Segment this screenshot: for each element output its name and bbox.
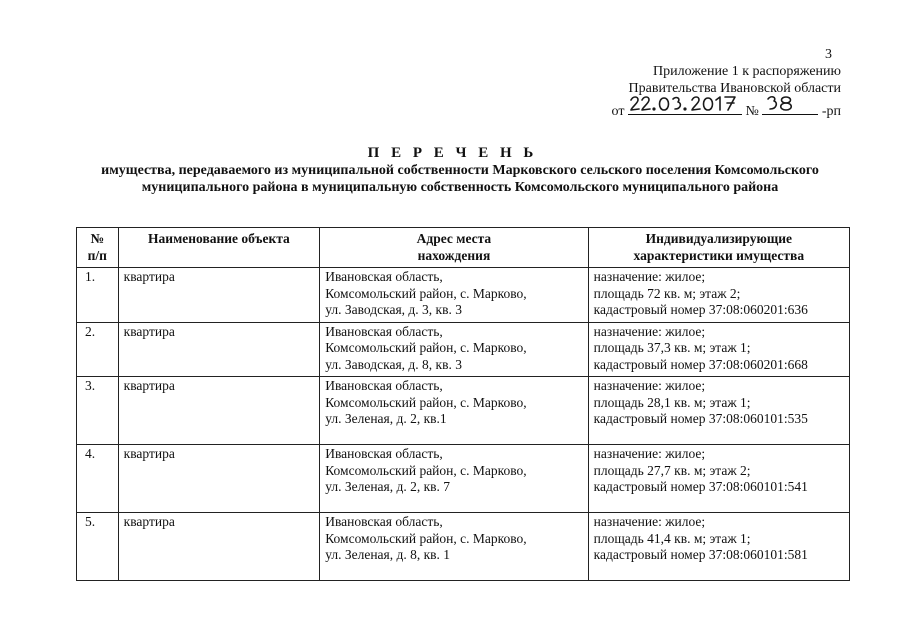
object-address — [320, 513, 588, 581]
object-address — [320, 377, 588, 445]
characteristic-line: кадастровый номер 37:08:060101:581 — [593, 547, 808, 562]
address-line: Комсомольский район, с. Марково, — [325, 462, 527, 478]
subtitle-line-1: имущества, передаваемого из муниципальной собственности Марковского сельского поселения Комсомольского — [101, 163, 819, 178]
order-date-field — [628, 97, 742, 115]
address-line: Комсомольский район, с. Марково, — [325, 285, 527, 301]
address-line: ул. Зеленая, д. 8, кв. 1 — [325, 547, 451, 562]
object-name: квартира — [118, 513, 320, 581]
object-characteristics — [588, 322, 849, 377]
address-line: Ивановская область, — [325, 514, 443, 529]
order-line — [541, 97, 841, 120]
header-name-label: Наименование объекта — [148, 231, 290, 246]
order-number-field — [762, 97, 818, 115]
header-characteristics — [588, 228, 849, 268]
characteristic-line: кадастровый номер 37:08:060201:636 — [593, 302, 808, 317]
header-num-line-1: № — [90, 231, 105, 246]
address-line: Ивановская область, — [325, 269, 443, 284]
characteristic-line: площадь 72 кв. м; этаж 2; — [593, 285, 741, 301]
table-row — [77, 377, 850, 445]
table-row — [77, 322, 850, 377]
appendix-line-1: Приложение 1 к распоряжению — [653, 64, 841, 79]
document-subtitle — [60, 162, 860, 196]
object-address — [320, 445, 588, 513]
property-table — [76, 227, 850, 581]
table-row — [77, 268, 850, 323]
page-number: 3 — [825, 47, 832, 62]
object-characteristics — [588, 513, 849, 581]
characteristic-line: площадь 27,7 кв. м; этаж 2; — [593, 462, 751, 478]
table-row — [77, 445, 850, 513]
object-address — [320, 322, 588, 377]
handwritten-order-number — [762, 92, 818, 112]
characteristic-line: назначение: жилое; — [593, 323, 706, 339]
address-line: Ивановская область, — [325, 378, 443, 393]
header-num — [77, 228, 119, 268]
header-address-line-1: Адрес места — [416, 231, 492, 246]
address-line: Ивановская область, — [325, 323, 443, 339]
header-name — [118, 228, 320, 268]
characteristic-line: площадь 37,3 кв. м; этаж 1; — [593, 340, 751, 355]
object-characteristics — [588, 445, 849, 513]
row-number: 2. — [77, 322, 119, 377]
address-line: ул. Зеленая, д. 2, кв. 7 — [325, 479, 451, 494]
row-number: 1. — [77, 268, 119, 323]
characteristic-line: площадь 28,1 кв. м; этаж 1; — [593, 394, 751, 410]
address-line: Комсомольский район, с. Марково, — [325, 394, 527, 410]
handwritten-date — [628, 92, 742, 112]
order-suffix: -рп — [821, 104, 841, 119]
header-characteristics-line-2: характеристики имущества — [633, 247, 805, 263]
document-title: П Е Р Е Ч Е Н Ь — [367, 145, 538, 161]
address-line: Ивановская область, — [325, 446, 443, 461]
address-line: Комсомольский район, с. Марково, — [325, 340, 527, 355]
header-num-line-2: п/п — [87, 247, 107, 263]
characteristic-line: назначение: жилое; — [593, 269, 706, 284]
characteristic-line: назначение: жилое; — [593, 514, 706, 529]
address-line: ул. Заводская, д. 8, кв. 3 — [325, 356, 462, 372]
characteristic-line: площадь 41,4 кв. м; этаж 1; — [593, 530, 751, 546]
object-name: квартира — [118, 268, 320, 323]
order-prefix: от — [611, 104, 625, 119]
object-address — [320, 268, 588, 323]
address-line: ул. Заводская, д. 3, кв. 3 — [325, 302, 462, 317]
object-characteristics — [588, 377, 849, 445]
subtitle-line-2: муниципального района в муниципальную собственность Комсомольского муниципального района — [141, 180, 779, 195]
header-address — [320, 228, 588, 268]
object-name: квартира — [118, 377, 320, 445]
row-number: 3. — [77, 377, 119, 445]
address-line: Комсомольский район, с. Марково, — [325, 530, 527, 546]
table-header-row — [77, 228, 850, 268]
order-number-sign: № — [745, 104, 759, 119]
row-number: 4. — [77, 445, 119, 513]
table-row — [77, 513, 850, 581]
object-name: квартира — [118, 445, 320, 513]
row-number: 5. — [77, 513, 119, 581]
appendix-block — [541, 63, 841, 120]
characteristic-line: кадастровый номер 37:08:060201:668 — [593, 356, 808, 372]
appendix-line-2: Правительства Ивановской области — [628, 81, 841, 96]
characteristic-line: кадастровый номер 37:08:060101:535 — [593, 411, 808, 426]
header-address-line-2: нахождения — [417, 247, 491, 263]
header-characteristics-line-1: Индивидуализирующие — [645, 231, 792, 246]
object-name: квартира — [118, 322, 320, 377]
characteristic-line: кадастровый номер 37:08:060101:541 — [593, 479, 808, 494]
address-line: ул. Зеленая, д. 2, кв.1 — [325, 411, 447, 426]
characteristic-line: назначение: жилое; — [593, 446, 706, 461]
object-characteristics — [588, 268, 849, 323]
characteristic-line: назначение: жилое; — [593, 378, 706, 393]
